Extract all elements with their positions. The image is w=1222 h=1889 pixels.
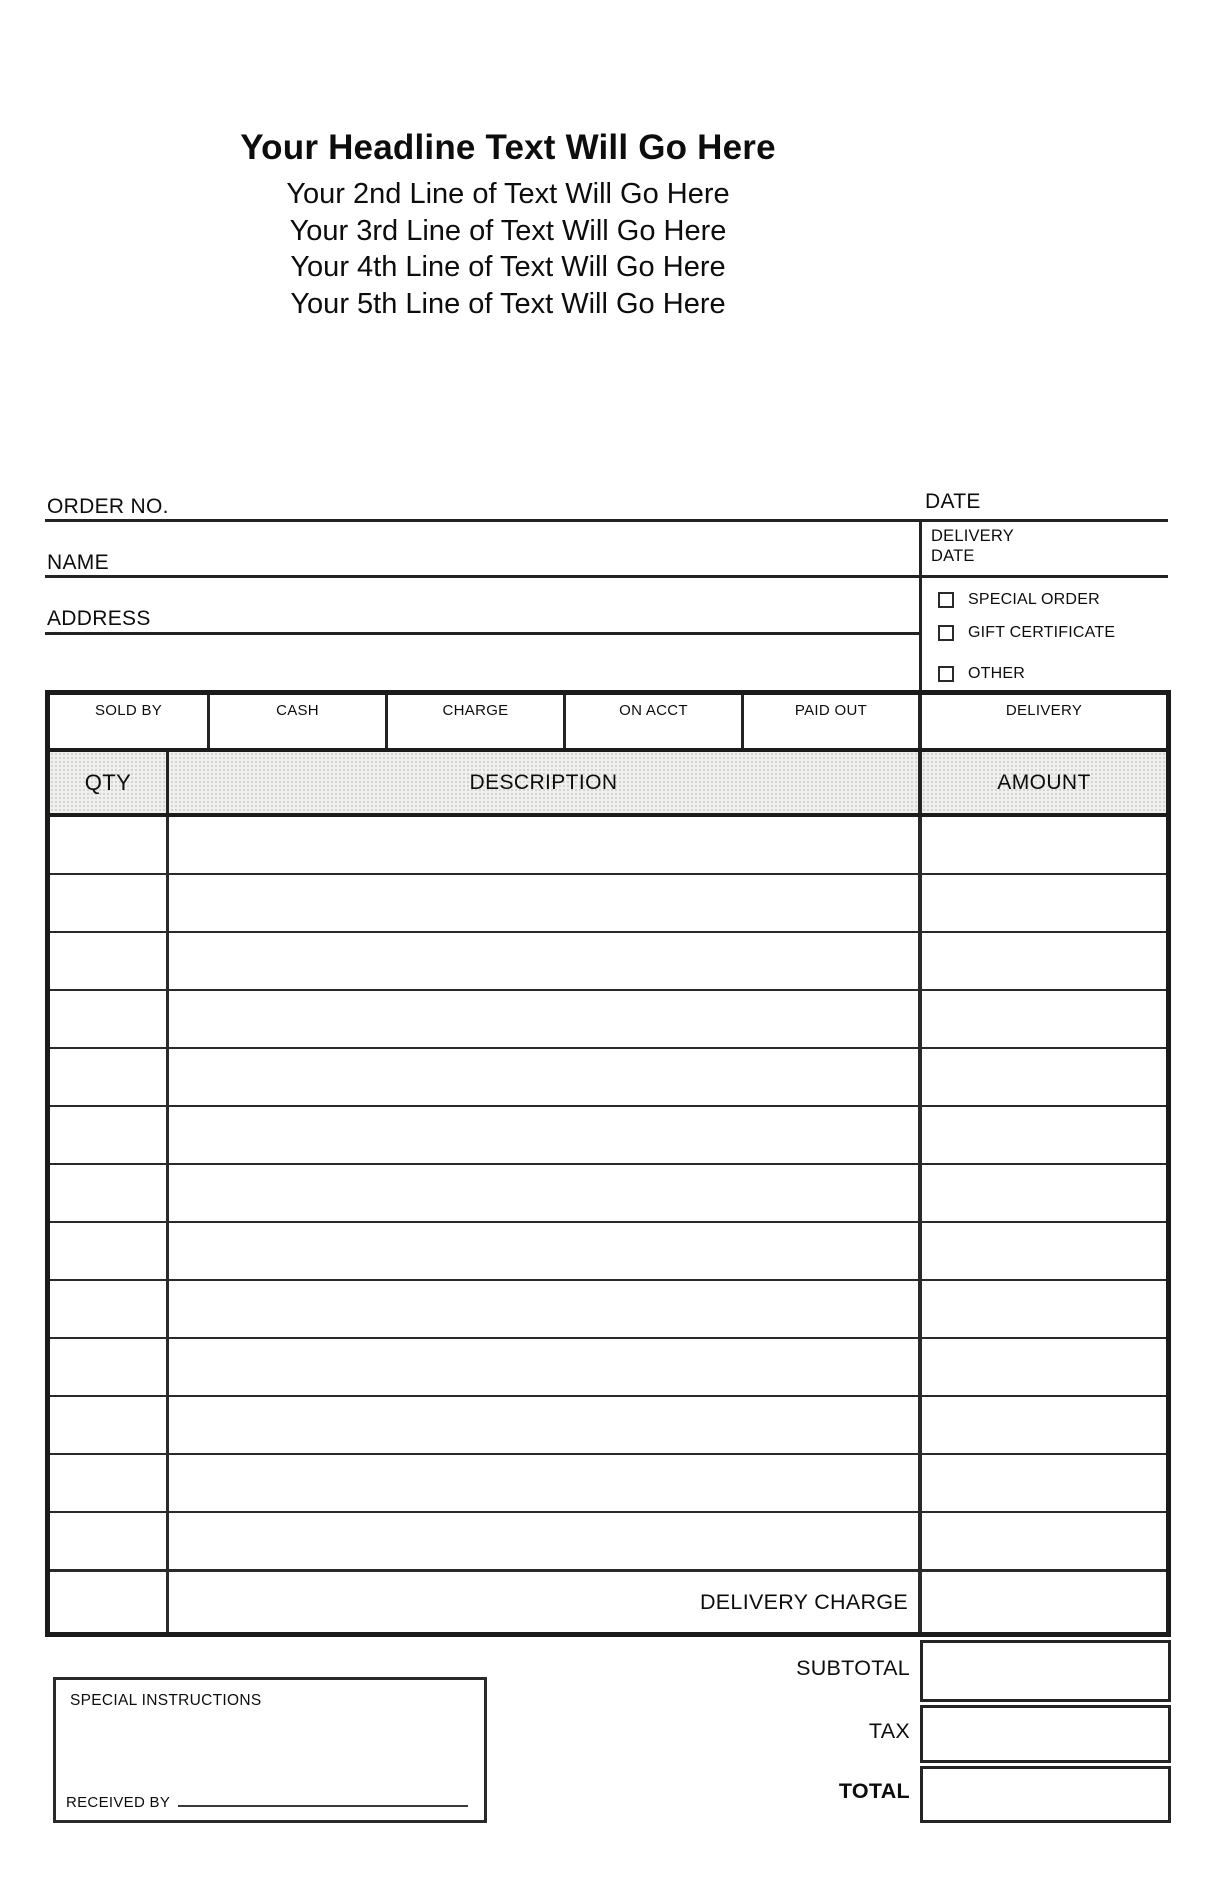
table-row — [50, 991, 1166, 1049]
table-row — [50, 1107, 1166, 1165]
description-header: DESCRIPTION — [169, 752, 922, 813]
order-no-label: ORDER NO. — [47, 495, 169, 518]
delivery-charge-row — [50, 1572, 1166, 1632]
received-by-signature-line[interactable] — [178, 1789, 468, 1807]
qty-cell[interactable] — [50, 1165, 169, 1221]
name-label: NAME — [47, 551, 109, 574]
amount-cell[interactable] — [922, 1107, 1166, 1163]
paid-out-cell[interactable]: PAID OUT — [744, 695, 922, 748]
amount-cell[interactable] — [922, 1513, 1166, 1569]
qty-cell[interactable] — [50, 933, 169, 989]
subtotal-amount-box[interactable] — [920, 1640, 1171, 1702]
delivery-charge-amount-cell[interactable] — [922, 1572, 1166, 1632]
delivery-date-label: DELIVERY DATE — [931, 527, 1014, 565]
description-cell[interactable] — [169, 1223, 922, 1279]
table-row — [50, 1513, 1166, 1572]
delivery-charge-label: DELIVERY CHARGE — [169, 1572, 922, 1632]
sold-by-cell[interactable]: SOLD BY — [50, 695, 210, 748]
subtotal-label: SUBTOTAL — [796, 1656, 910, 1680]
header-line-4: Your 4th Line of Text Will Go Here — [290, 251, 726, 283]
header-line-3: Your 3rd Line of Text Will Go Here — [289, 214, 727, 247]
on-acct-cell[interactable]: ON ACCT — [566, 695, 744, 748]
address-label: ADDRESS — [47, 607, 151, 630]
total-amount-box[interactable] — [920, 1766, 1171, 1823]
items-body — [50, 817, 1166, 1572]
checkbox-row-other — [938, 665, 1025, 683]
qty-cell[interactable] — [50, 875, 169, 931]
description-cell[interactable] — [169, 1049, 922, 1105]
amount-cell[interactable] — [922, 1339, 1166, 1395]
table-row — [50, 1165, 1166, 1223]
amount-cell[interactable] — [922, 991, 1166, 1047]
tax-amount-box[interactable] — [920, 1705, 1171, 1763]
gift-certificate-checkbox[interactable] — [938, 625, 954, 641]
qty-cell[interactable] — [50, 1223, 169, 1279]
qty-cell[interactable] — [50, 1397, 169, 1453]
order-no-fill-line[interactable] — [45, 519, 1168, 522]
special-order-checkbox[interactable] — [938, 592, 954, 608]
name-fill-line[interactable] — [45, 575, 1168, 578]
checkbox-row-special-order — [938, 591, 1100, 609]
items-header-row — [50, 748, 1166, 817]
description-cell[interactable] — [169, 933, 922, 989]
headline-text: Your Headline Text Will Go Here — [240, 128, 776, 167]
qty-cell[interactable] — [50, 991, 169, 1047]
charge-cell[interactable]: CHARGE — [388, 695, 566, 748]
amount-cell[interactable] — [922, 933, 1166, 989]
header-line-5: Your 5th Line of Text Will Go Here — [290, 287, 726, 320]
checkbox-row-gift-certificate — [938, 624, 1115, 642]
qty-cell[interactable] — [50, 1455, 169, 1511]
header-line-2: Your 2nd Line of Text Will Go Here — [286, 178, 730, 210]
other-label: OTHER — [968, 665, 1025, 682]
special-instructions-box[interactable] — [53, 1677, 487, 1823]
right-panel-divider — [919, 519, 922, 695]
description-cell[interactable] — [169, 1281, 922, 1337]
description-cell[interactable] — [169, 1455, 922, 1511]
special-order-label: SPECIAL ORDER — [968, 591, 1100, 608]
qty-cell[interactable] — [50, 817, 169, 873]
date-label: DATE — [925, 490, 981, 513]
total-label: TOTAL — [838, 1779, 910, 1803]
table-row — [50, 1455, 1166, 1513]
table-row — [50, 1281, 1166, 1339]
gift-certificate-label: GIFT CERTIFICATE — [968, 624, 1116, 641]
qty-cell[interactable] — [50, 1513, 169, 1569]
order-table — [45, 690, 1171, 1637]
table-row — [50, 1339, 1166, 1397]
description-cell[interactable] — [169, 1397, 922, 1453]
table-row — [50, 933, 1166, 991]
description-cell[interactable] — [169, 1513, 922, 1569]
amount-cell[interactable] — [922, 1397, 1166, 1453]
special-instructions-label: SPECIAL INSTRUCTIONS — [70, 1692, 262, 1709]
header-block — [0, 128, 1016, 322]
amount-cell[interactable] — [922, 1281, 1166, 1337]
qty-cell[interactable] — [50, 1572, 169, 1632]
amount-cell[interactable] — [922, 1455, 1166, 1511]
cash-cell[interactable]: CASH — [210, 695, 388, 748]
table-row — [50, 1223, 1166, 1281]
qty-cell[interactable] — [50, 1049, 169, 1105]
qty-cell[interactable] — [50, 1281, 169, 1337]
other-checkbox[interactable] — [938, 666, 954, 682]
qty-cell[interactable] — [50, 1107, 169, 1163]
description-cell[interactable] — [169, 875, 922, 931]
amount-cell[interactable] — [922, 1165, 1166, 1221]
description-cell[interactable] — [169, 1165, 922, 1221]
qty-header: QTY — [50, 752, 169, 813]
description-cell[interactable] — [169, 817, 922, 873]
description-cell[interactable] — [169, 1107, 922, 1163]
received-by-label: RECEIVED BY — [66, 1794, 171, 1811]
payment-method-row — [50, 695, 1166, 748]
table-row — [50, 1397, 1166, 1455]
tax-label: TAX — [868, 1719, 910, 1743]
table-row — [50, 817, 1166, 875]
table-row — [50, 875, 1166, 933]
description-cell[interactable] — [169, 1339, 922, 1395]
amount-cell[interactable] — [922, 817, 1166, 873]
amount-cell[interactable] — [922, 1049, 1166, 1105]
amount-header: AMOUNT — [997, 770, 1091, 794]
table-row — [50, 1049, 1166, 1107]
amount-cell[interactable] — [922, 875, 1166, 931]
amount-cell[interactable] — [922, 1223, 1166, 1279]
address-fill-line[interactable] — [45, 632, 919, 635]
received-by-row — [66, 1789, 468, 1811]
description-cell[interactable] — [169, 991, 922, 1047]
qty-cell[interactable] — [50, 1339, 169, 1395]
delivery-cell[interactable]: DELIVERY — [1005, 702, 1083, 719]
